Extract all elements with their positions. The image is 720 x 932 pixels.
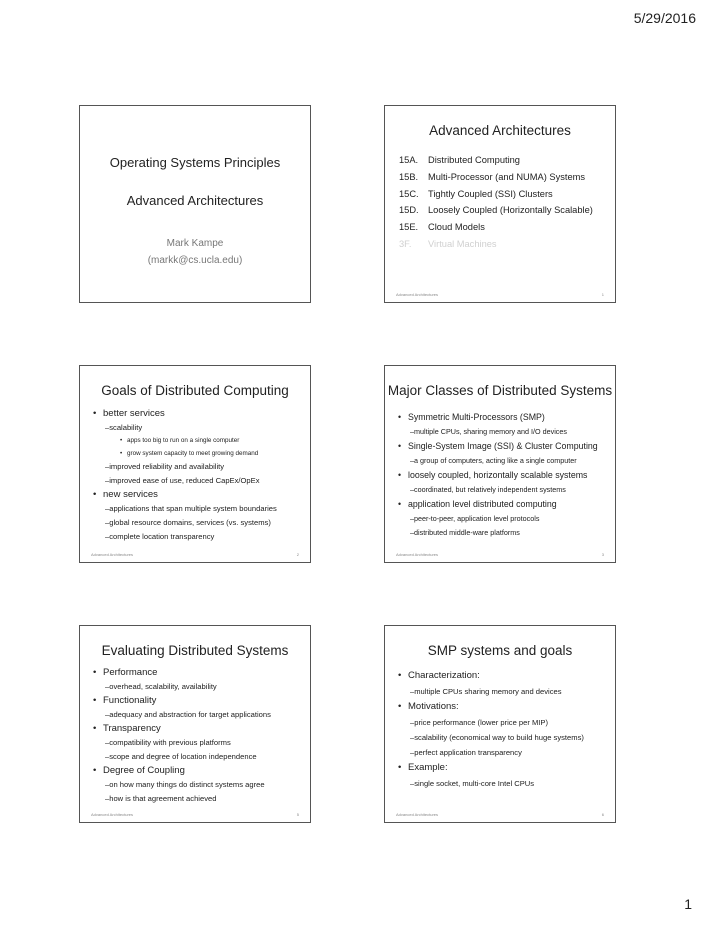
slide-evaluating-distributed-systems	[79, 625, 311, 823]
toc-item: 3F. Virtual Machines	[399, 238, 497, 249]
slide-major-classes	[384, 365, 616, 563]
slide-subtitle: Advanced Architectures	[126, 193, 264, 208]
slide-advanced-architectures	[384, 105, 616, 303]
slide-number: 3	[601, 552, 604, 557]
bullet-item: • better services	[91, 407, 307, 421]
sub-bullet-item: – improved reliability and availability	[91, 460, 307, 474]
bullet-item: • Example:	[396, 760, 612, 776]
toc-item: 15A. Distributed Computing	[399, 155, 520, 165]
bullet-item: • Transparency	[91, 722, 307, 736]
bullet-item: • Degree of Coupling	[91, 764, 307, 778]
sub-bullet-item: – peer-to-peer, application level protocols	[396, 512, 612, 526]
sub-bullet-item: – multiple CPUs sharing memory and devices	[396, 684, 612, 699]
toc-item: 15C. Tightly Coupled (SSI) Clusters	[399, 188, 553, 199]
slide-title	[79, 105, 311, 303]
sub-bullet-item: – complete location transparency	[91, 530, 307, 544]
slide-number: 1	[601, 292, 604, 297]
bullet-item: • new services	[91, 488, 307, 502]
slide-heading: SMP systems and goals	[427, 643, 573, 658]
sub-bullet-item: – a group of computers, acting like a single computer	[396, 454, 612, 468]
slide-footer-label: Advanced Architectures	[396, 812, 439, 817]
bullet-item: • loosely coupled, horizontally scalable systems	[396, 468, 612, 483]
sub-bullet-item: – overhead, scalability, availability	[91, 680, 307, 694]
bullet-item: • Functionality	[91, 694, 307, 708]
slide-smp-systems-goals	[384, 625, 616, 823]
bullet-item: • Symmetric Multi-Processors (SMP)	[396, 410, 612, 425]
sub-bullet-item: – single socket, multi-core Intel CPUs	[396, 776, 612, 791]
sub-bullet-item: – scope and degree of location independence	[91, 750, 307, 764]
sub-bullet-item: – perfect application transparency	[396, 745, 612, 760]
bullet-item: • Characterization:	[396, 668, 612, 684]
slide-heading: Major Classes of Distributed Systems	[387, 383, 613, 398]
toc-list	[399, 152, 614, 253]
bullet-item: • Motivations:	[396, 699, 612, 715]
bullet-item: • Single-System Image (SSI) & Cluster Computing	[396, 439, 612, 454]
toc-item: 15E. Cloud Models	[399, 222, 485, 233]
sub-bullet-item: – multiple CPUs, sharing memory and I/O devices	[396, 425, 612, 439]
sub-bullet-item: – scalability (economical way to build huge systems)	[396, 730, 612, 745]
sub-bullet-item: – scalability	[91, 421, 307, 435]
bullet-item: • Performance	[91, 666, 307, 680]
slide-number: 5	[296, 812, 299, 817]
slide-footer-label: Advanced Architectures	[396, 292, 439, 297]
slide-author: Mark Kampe	[166, 238, 224, 249]
sub-bullet-item: – coordinated, but relatively independent systems	[396, 483, 612, 497]
slide-footer-label: Advanced Architectures	[91, 812, 134, 817]
sub-bullet-item: – global resource domains, services (vs. systems)	[91, 516, 307, 530]
bullet-list	[396, 668, 612, 791]
slide-heading: Goals of Distributed Computing	[101, 383, 289, 398]
sub-bullet-item: – how is that agreement achieved	[91, 792, 307, 806]
page-number: 1	[684, 896, 692, 912]
bullet-list	[396, 410, 612, 540]
sub-sub-bullet-item: • apps too big to run on a single computer	[91, 435, 307, 448]
slide-number: 2	[296, 552, 299, 557]
bullet-list	[91, 666, 307, 806]
slide-goals-distributed-computing	[79, 365, 311, 563]
slide-heading: Evaluating Distributed Systems	[101, 643, 289, 658]
toc-item: 15B. Multi-Processor (and NUMA) Systems	[399, 171, 586, 182]
sub-bullet-item: – compatibility with previous platforms	[91, 736, 307, 750]
sub-bullet-item: – improved ease of use, reduced CapEx/OpEx	[91, 474, 307, 488]
sub-sub-bullet-item: • grow system capacity to meet growing demand	[91, 448, 307, 461]
slide-number: 6	[601, 812, 604, 817]
slide-footer-label: Advanced Architectures	[396, 552, 439, 557]
sub-bullet-item: – price performance (lower price per MIP)	[396, 715, 612, 730]
sub-bullet-item: – on how many things do distinct systems agree	[91, 778, 307, 792]
sub-bullet-item: – distributed middle-ware platforms	[396, 526, 612, 540]
slide-footer-label: Advanced Architectures	[91, 552, 134, 557]
slide-author-email: (markk@cs.ucla.edu)	[147, 255, 243, 266]
slide-heading: Advanced Architectures	[429, 123, 571, 138]
sub-bullet-item: – adequacy and abstraction for target applications	[91, 708, 307, 722]
toc-item: 15D. Loosely Coupled (Horizontally Scalable)	[399, 205, 593, 216]
bullet-list	[91, 407, 307, 544]
bullet-item: • application level distributed computing	[396, 497, 612, 512]
sub-bullet-item: – applications that span multiple system boundaries	[91, 502, 307, 516]
page-date: 5/29/2016	[633, 10, 696, 26]
slide-title-text: Operating Systems Principles	[109, 155, 281, 170]
